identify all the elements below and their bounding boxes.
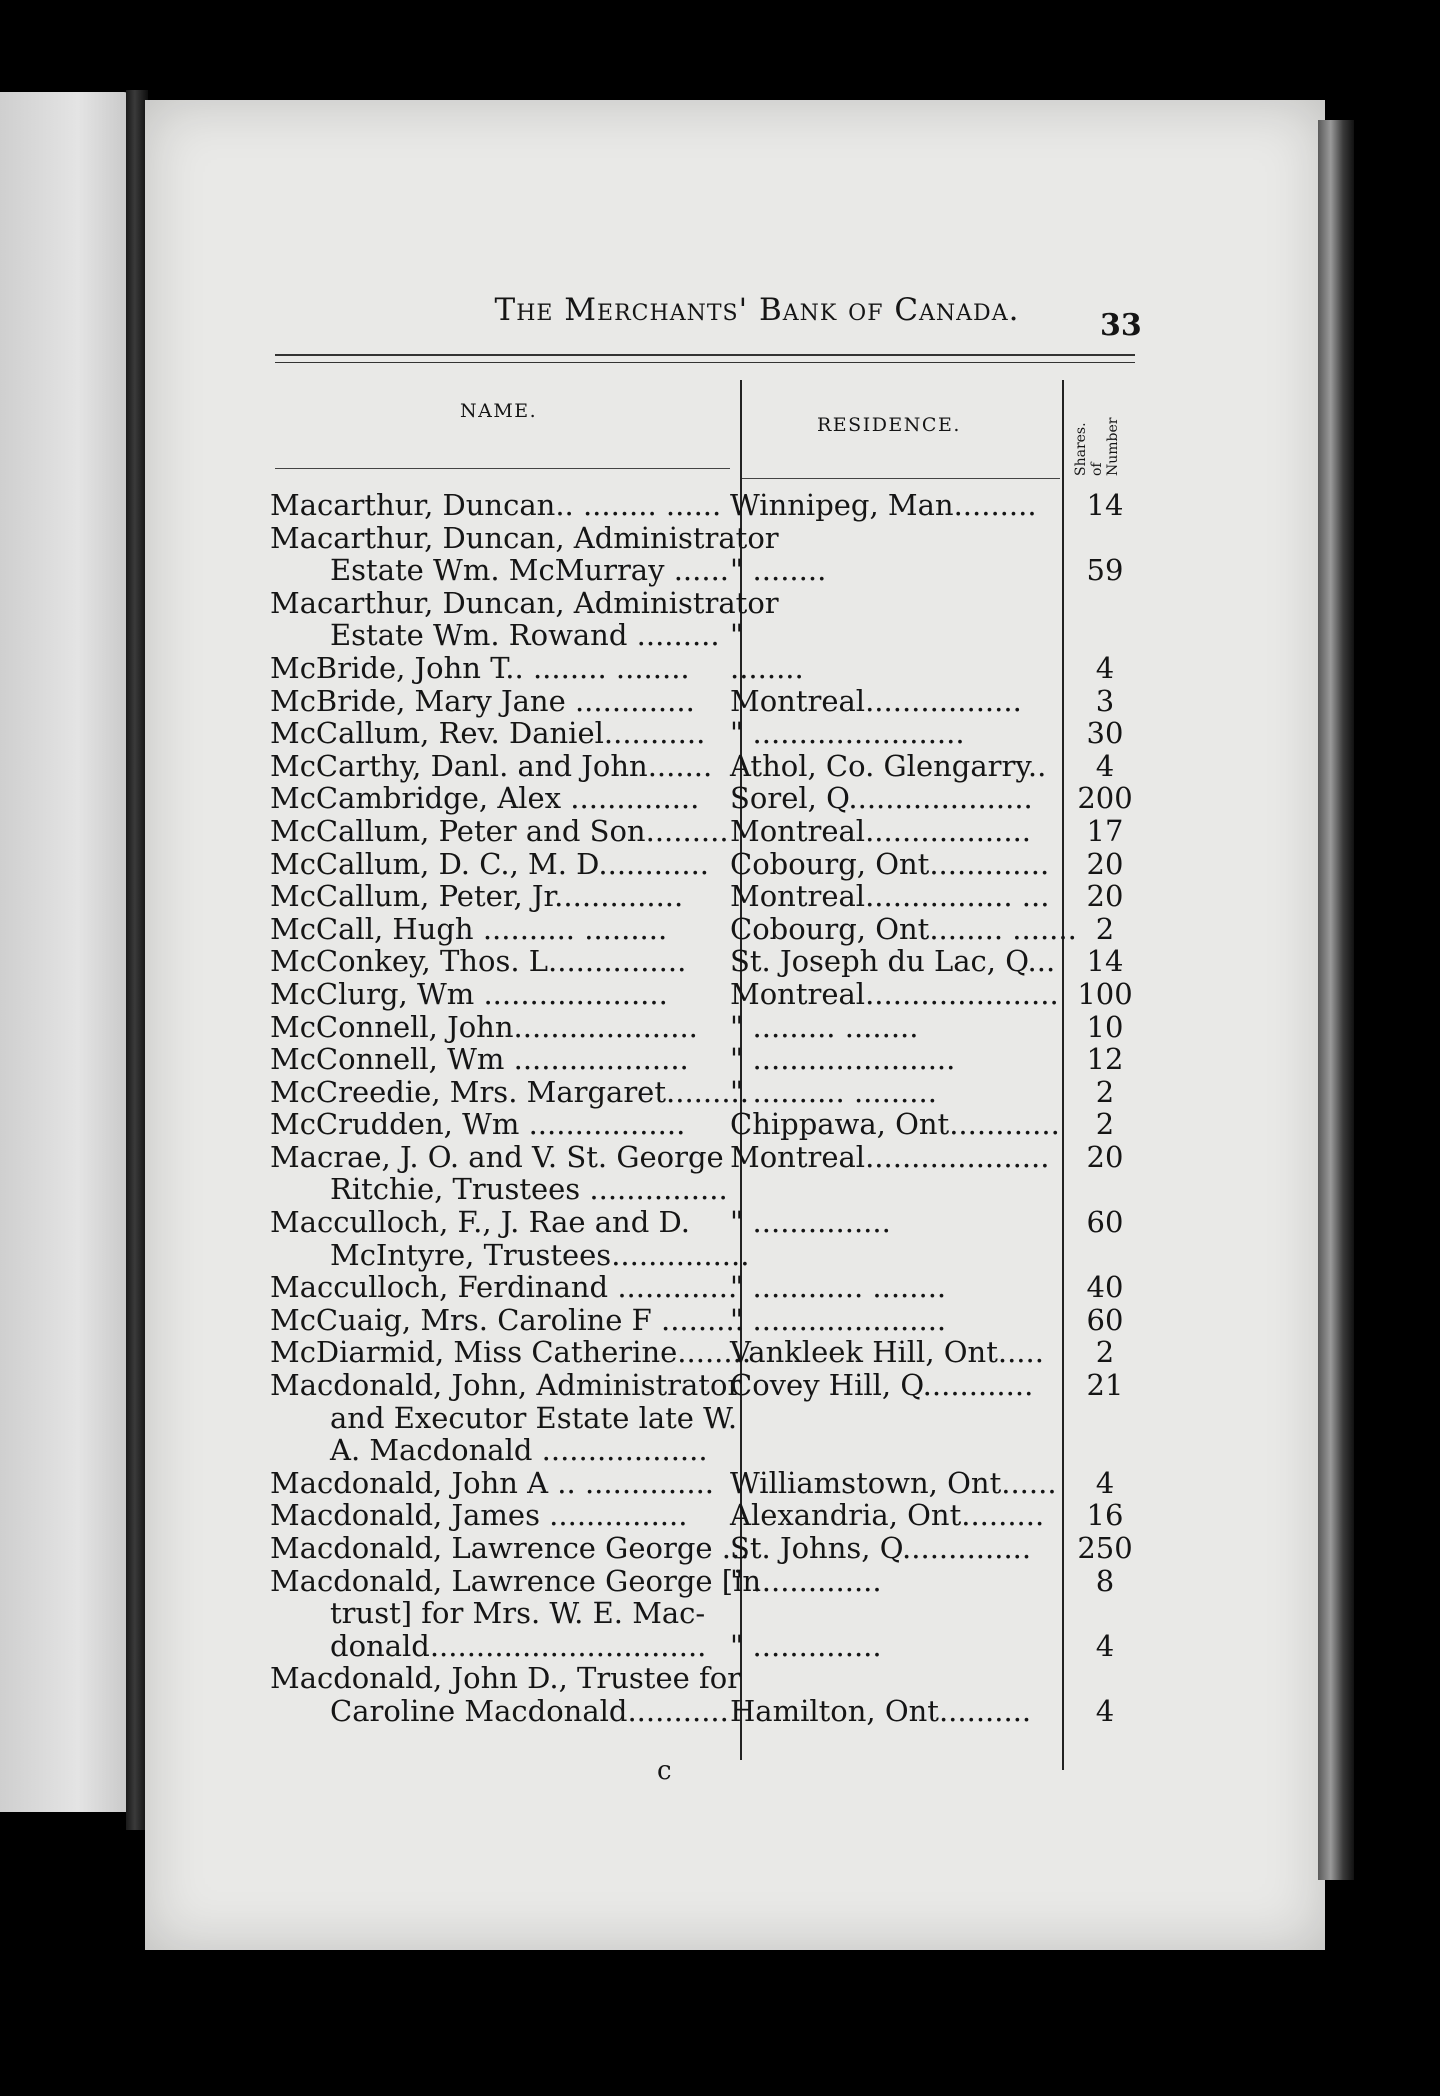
signature-mark: c [657,1756,672,1786]
shareholder-residence: " [730,618,744,653]
table-row [240,814,1140,847]
shareholder-name: A. Macdonald .................. [330,1433,708,1468]
table-row [240,1466,1140,1499]
table-row [240,1596,1140,1629]
shareholder-name: McConkey, Thos. L............... [270,944,687,979]
shareholder-name: Estate Wm. Rowand ......... [330,618,720,653]
shareholder-residence: " ........ [730,553,827,588]
shareholder-residence: Athol, Co. Glengarry.. [730,748,1047,783]
shareholder-residence: ........ [730,650,804,685]
shareholder-residence: " ...................... [730,1042,956,1077]
shareholder-residence: Montreal................. [730,683,1022,718]
table-row [240,1270,1140,1303]
table-row [240,684,1140,717]
shareholder-residence: " ............... [730,1205,891,1240]
table-row [240,781,1140,814]
table-row [240,1661,1140,1694]
table-row [240,879,1140,912]
column-header-name: NAME. [460,400,538,422]
table-row [240,1303,1140,1336]
table-row [240,749,1140,782]
table-row [240,521,1140,554]
shareholder-residence: Chippawa, Ont............ [730,1107,1060,1142]
table-row [240,1498,1140,1531]
shareholder-name: trust] for Mrs. W. E. Mac- [330,1596,706,1631]
table-row [240,847,1140,880]
shareholder-residence: " ....................... [730,716,965,751]
shareholder-name: Macculloch, F., J. Rae and D. [270,1205,690,1240]
table-row [240,1401,1140,1434]
share-count: 4 [1095,1693,1115,1728]
table-row [240,944,1140,977]
share-count: 10 [1086,1009,1124,1044]
share-count: 30 [1086,716,1124,751]
table-row [240,1368,1140,1401]
table-row [240,716,1140,749]
shareholder-residence: Montreal................ ... [730,879,1050,914]
shareholder-residence: Cobourg, Ont........ ....... [730,911,1077,946]
shareholder-residence: Montreal.................... [730,1139,1050,1174]
shareholder-name: Macarthur, Duncan, Administrator [270,585,779,620]
share-count: 17 [1086,813,1124,848]
header-double-rule [275,354,1135,363]
table-row [240,651,1140,684]
shareholder-residence: Hamilton, Ont.......... [730,1693,1032,1728]
table-row [240,1433,1140,1466]
share-count: 16 [1086,1498,1124,1533]
shareholder-name: McCarthy, Danl. and John....... [270,748,713,783]
shareholder-name: McConnell, John.................... [270,1009,698,1044]
table-row [240,912,1140,945]
shares-header-line1: Number [1105,417,1121,476]
shareholder-residence: " ..................... [730,1302,947,1337]
shareholder-name: McCallum, D. C., M. D............ [270,846,710,881]
share-count: 4 [1095,650,1115,685]
shareholder-residence: Williamstown, Ont...... [730,1465,1057,1500]
shareholder-residence: Alexandria, Ont......... [730,1498,1045,1533]
share-count: 20 [1086,879,1124,914]
share-count: 60 [1086,1302,1124,1337]
share-count: 200 [1077,781,1133,816]
header-underline-residence [740,478,1060,479]
shareholder-name: McCall, Hugh .......... ......... [270,911,668,946]
shareholder-residence: " ............ ........ [730,1270,947,1305]
shareholder-name: McIntyre, Trustees............... [330,1237,750,1272]
shareholder-name: Macdonald, John, Administrator [270,1368,742,1403]
shareholder-residence: Montreal.................. [730,813,1032,848]
shareholder-name: Macarthur, Duncan.. ........ ...... [270,488,722,522]
shareholder-residence: " .............. [730,1628,882,1663]
shareholder-residence: Covey Hill, Q............ [730,1368,1034,1403]
shareholder-name: and Executor Estate late W. [330,1400,738,1435]
table-row [240,1205,1140,1238]
share-count: 8 [1095,1563,1115,1598]
header-underline-name [275,468,730,469]
share-count: 250 [1077,1531,1133,1565]
share-count: 2 [1095,1335,1115,1370]
shareholder-name: McClurg, Wm .................... [270,976,668,1011]
share-count: 4 [1095,1628,1115,1663]
shareholder-name: McConnell, Wm ................... [270,1042,689,1077]
shareholder-name: McCreedie, Mrs. Margaret......... [270,1074,749,1109]
share-count: 2 [1095,1074,1115,1109]
share-count: 2 [1095,911,1115,946]
share-count: 21 [1086,1368,1124,1403]
table-row [240,1694,1140,1727]
shareholder-residence: " ......... ........ [730,1009,919,1044]
share-count: 2 [1095,1107,1115,1142]
share-count: 40 [1086,1270,1124,1305]
shares-header-line3: Shares. [1073,422,1089,476]
page-edge-shadow [1318,120,1354,1880]
shareholder-residence: " .............. [730,1563,882,1598]
shareholder-name: McCuaig, Mrs. Caroline F ......... [270,1302,744,1337]
shareholder-name: McBride, Mary Jane ............. [270,683,695,718]
shareholder-residence: Cobourg, Ont............. [730,846,1050,881]
share-count: 59 [1086,553,1124,588]
share-count: 14 [1086,944,1124,979]
shareholder-name: McCallum, Peter, Jr.............. [270,879,684,914]
table-row [240,1564,1140,1597]
shareholder-name: Macdonald, James ............... [270,1498,688,1533]
table-row [240,1140,1140,1173]
table-row [240,1042,1140,1075]
shareholder-name: Macdonald, Lawrence George [in [270,1563,762,1598]
shareholder-name: Ritchie, Trustees ............... [330,1172,728,1207]
shareholder-name: Macculloch, Ferdinand ............. [270,1270,738,1305]
shareholder-residence: St. Johns, Q.............. [730,1531,1032,1565]
shareholder-name: Caroline Macdonald........... [330,1693,729,1728]
shareholder-name: McDiarmid, Miss Catherine........ [270,1335,752,1370]
previous-page-edge [0,92,130,1812]
shareholder-residence: " .......... ......... [730,1074,937,1109]
shareholder-name: Macrae, J. O. and V. St. George [270,1139,724,1174]
share-count: 20 [1086,846,1124,881]
shareholder-residence: Montreal..................... [730,976,1059,1011]
shareholder-residence: Sorel, Q.................... [730,781,1033,816]
table-row [240,586,1140,619]
column-header-shares [1062,396,1132,476]
shareholder-name: McCallum, Rev. Daniel........... [270,716,706,751]
shareholder-name: Macdonald, Lawrence George ... [270,1531,750,1565]
column-header-residence: RESIDENCE. [817,414,961,436]
table-row [240,618,1140,651]
shares-header-line2: of [1089,462,1105,476]
shareholder-name: McBride, John T.. ........ ........ [270,650,690,685]
shareholder-residence: Winnipeg, Man......... [730,488,1037,522]
share-count: 20 [1086,1139,1124,1174]
table-row [240,1335,1140,1368]
share-count: 60 [1086,1205,1124,1240]
shareholder-residence: St. Joseph du Lac, Q... [730,944,1056,979]
table-row [240,1629,1140,1662]
shareholder-name: Macdonald, John A .. .............. [270,1465,715,1500]
table-row [240,1107,1140,1140]
table-row [240,977,1140,1010]
table-row [240,1172,1140,1205]
running-head: The Merchants' Bank of Canada. [494,292,1020,328]
table-row [240,1010,1140,1043]
shareholder-name: McCallum, Peter and Son......... [270,813,729,848]
share-count: 14 [1086,488,1124,522]
table-row [240,1075,1140,1108]
shareholder-name: donald.............................. [330,1628,707,1663]
table-row [240,553,1140,586]
shareholder-name: McCambridge, Alex .............. [270,781,700,816]
share-count: 12 [1086,1042,1124,1077]
table-row [240,1531,1140,1564]
shareholder-name: Macdonald, John D., Trustee for [270,1661,742,1696]
share-count: 3 [1095,683,1115,718]
shareholder-residence: Vankleek Hill, Ont..... [730,1335,1044,1370]
shareholder-name: Estate Wm. McMurray ...... [330,553,730,588]
share-count: 100 [1077,976,1133,1011]
page-number: 33 [1100,308,1142,343]
shareholder-list [240,488,1140,1727]
shareholder-name: McCrudden, Wm ................. [270,1107,686,1142]
share-count: 4 [1095,1465,1115,1500]
table-row [240,488,1140,521]
share-count: 4 [1095,748,1115,783]
shareholder-name: Macarthur, Duncan, Administrator [270,520,779,555]
table-row [240,1238,1140,1271]
